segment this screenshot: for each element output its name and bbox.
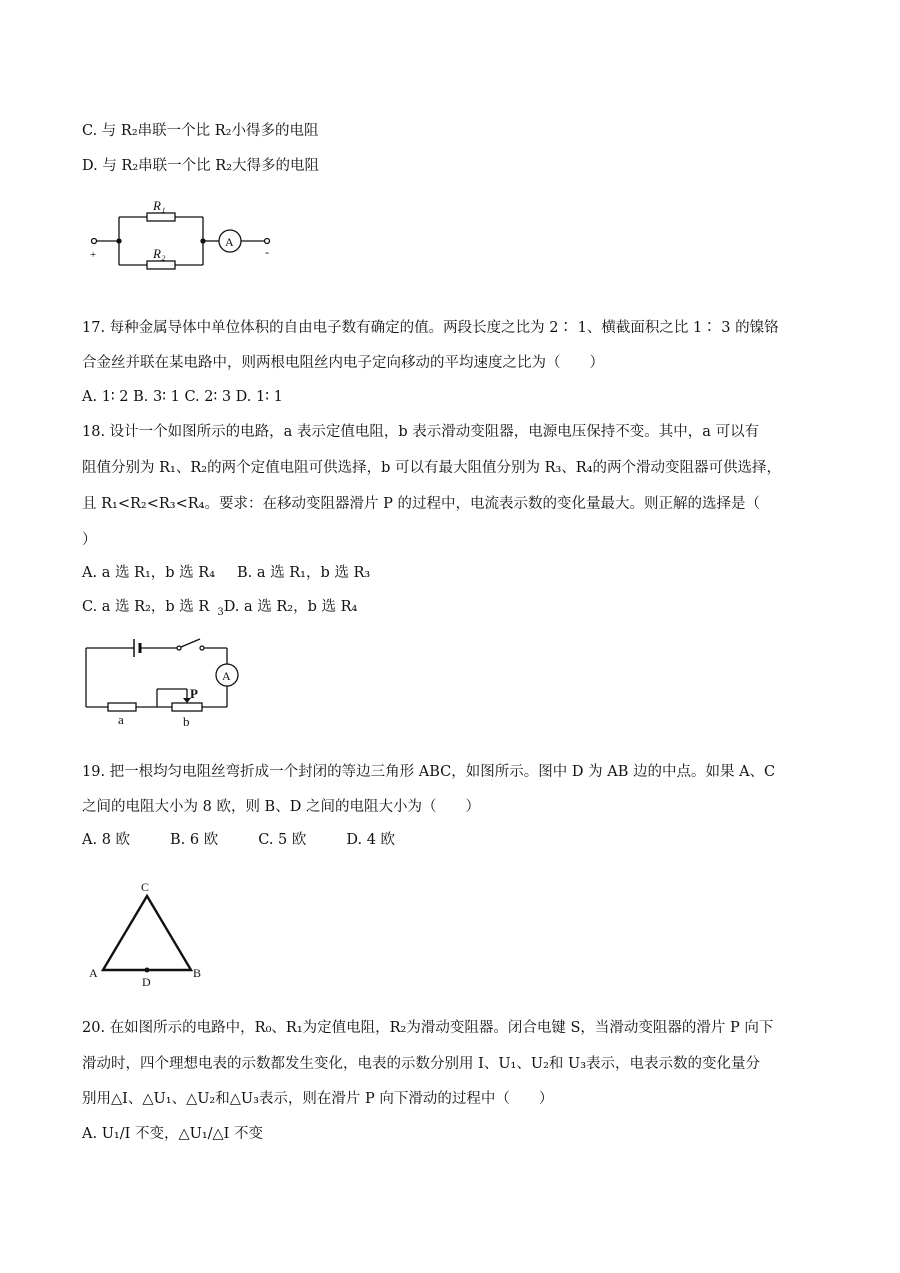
q18-stem-line4: ） — [82, 532, 97, 548]
q16-circuit-diagram — [85, 195, 285, 275]
q17-stem-line1: 17. 每种金属导体中单位体积的自由电子数有确定的值。两段长度之比为 2∶ 1、横截面积之比 1∶ 3 的镍铬 — [82, 320, 779, 336]
q18-options-row1 — [82, 563, 370, 583]
q19-vertex-c-label: C — [141, 880, 150, 894]
q18-option-c-subscript: 3 — [217, 607, 224, 618]
q19-option-c: C. 5 欧 — [258, 832, 307, 848]
q19-stem-line2: 之间的电阻大小为 8 欧，则 B、D 之间的电阻大小为（ ） — [82, 799, 480, 815]
q20-stem-line1: 20. 在如图所示的电路中，R₀、R₁为定值电阻，R₂为滑动变阻器。闭合电键 S，当滑动变阻器的滑片 P 向下 — [82, 1020, 774, 1036]
q16-minus-label: - — [265, 245, 269, 259]
q19-options — [82, 830, 395, 850]
q18-options-row2 — [82, 597, 357, 619]
q17-options: A. 1∶ 2 B. 3∶ 1 C. 2∶ 3 D. 1∶ 1 — [82, 389, 283, 405]
q19-triangle-diagram — [85, 876, 215, 991]
q19-option-d: D. 4 欧 — [346, 832, 396, 848]
q16-option-c: C. 与 R₂串联一个比 R₂小得多的电阻 — [82, 123, 319, 139]
q18-slider-label: P — [190, 686, 198, 701]
q18-option-a: A. a 选 R₁，b 选 R₄ — [82, 565, 216, 581]
q19-option-a: A. 8 欧 — [82, 832, 131, 848]
q20-stem-line2: 滑动时，四个理想电表的示数都发生变化，电表的示数分别用 I、U₁、U₂和 U₃表示，电表示数的变化量分 — [82, 1056, 761, 1072]
q16-ammeter-label: A — [225, 235, 234, 249]
q20-stem-line3: 别用△I、△U₁、△U₂和△U₃表示，则在滑片 P 向下滑动的过程中（ ） — [82, 1091, 554, 1107]
q18-rheostat-b-label: b — [183, 714, 190, 729]
q18-resistor-a-label: a — [118, 712, 124, 727]
q19-vertex-b-label: B — [193, 966, 202, 980]
q17-stem-line2: 合金丝并联在某电路中，则两根电阻丝内电子定向移动的平均速度之比为（ ） — [82, 355, 604, 371]
q20-option-a: A. U₁/I 不变，△U₁/△I 不变 — [82, 1126, 264, 1142]
q18-circuit-diagram — [82, 632, 252, 732]
q18-stem-line3: 且 R₁<R₂<R₃<R₄。要求：在移动变阻器滑片 P 的过程中，电流表示数的变化量最大。则正解的选择是（ — [82, 496, 760, 512]
q18-stem-line1: 18. 设计一个如图所示的电路，a 表示定值电阻，b 表示滑动变阻器，电源电压保持不变。其中，a 可以有 — [82, 424, 760, 440]
q16-r2-label: R₂ — [153, 246, 166, 261]
q16-option-d: D. 与 R₂串联一个比 R₂大得多的电阻 — [82, 158, 320, 174]
q18-ammeter-label: A — [222, 669, 231, 683]
q18-option-d: D. a 选 R₂，b 选 R₄ — [223, 599, 358, 615]
q19-stem-line1: 19. 把一根均匀电阻丝弯折成一个封闭的等边三角形 ABC，如图所示。图中 D 为 AB 边的中点。如果 A、C — [82, 764, 776, 780]
q19-midpoint-d-label: D — [142, 975, 151, 989]
q18-stem-line2: 阻值分别为 R₁、R₂的两个定值电阻可供选择，b 可以有最大阻值分别为 R₃、R₄的两个滑动变阻器可供选择， — [82, 460, 782, 476]
q18-option-c: C. a 选 R₂，b 选 R — [82, 599, 210, 615]
q18-option-b: B. a 选 R₁，b 选 R₃ — [237, 565, 371, 581]
q19-option-b: B. 6 欧 — [170, 832, 219, 848]
q19-vertex-a-label: A — [89, 966, 98, 980]
q16-plus-label: + — [90, 249, 97, 261]
q16-r1-label: R₁ — [153, 198, 166, 213]
